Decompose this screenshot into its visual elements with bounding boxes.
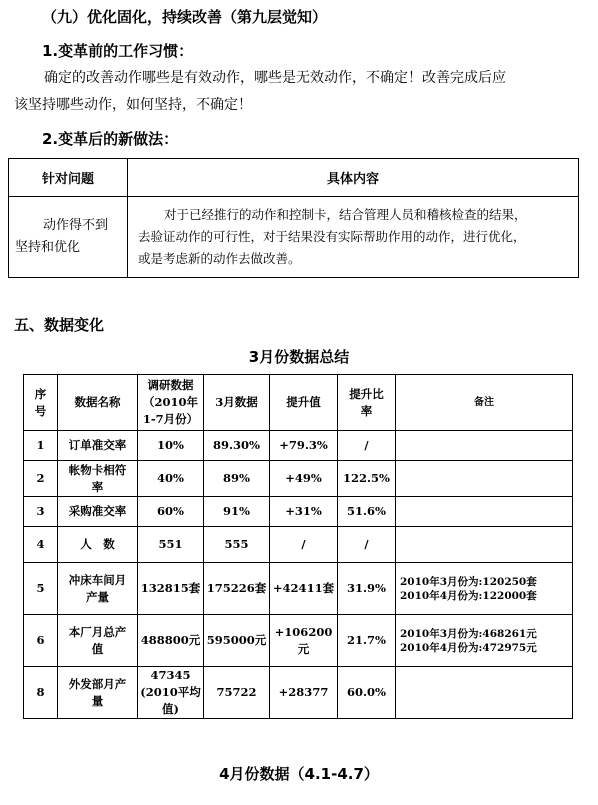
seq-cell: 1	[24, 431, 58, 461]
practice-table-header	[9, 159, 579, 197]
problem-line-1: 动作得不到	[43, 218, 109, 233]
name-cell: 冲床车间月 产量	[58, 563, 138, 615]
march-cell: 89%	[204, 461, 270, 497]
table-row	[24, 563, 573, 615]
content-line-3: 或是考虑新的动作去做改善。	[138, 251, 301, 266]
header-march: 3月数据	[204, 375, 270, 431]
march-table-header	[24, 375, 573, 431]
header-ratio: 提升比 率	[338, 375, 396, 431]
name-cell: 订单准交率	[58, 431, 138, 461]
header-content: 具体内容	[128, 159, 579, 197]
after-change-heading: 2.变革后的新做法：	[42, 130, 179, 148]
increase-cell: +42411套	[270, 563, 338, 615]
ratio-cell: 21.7%	[338, 615, 396, 667]
march-cell: 175226套	[204, 563, 270, 615]
march-cell: 75722	[204, 667, 270, 719]
content-line-2: 去验证动作的可行性，对于结果没有实际帮助作用的动作，进行优化，	[138, 229, 526, 244]
seq-cell: 3	[24, 497, 58, 527]
survey-cell: 488800元	[138, 615, 204, 667]
march-summary-title: 3月份数据总结	[248, 348, 350, 366]
note-cell: 2010年3月份为:468261元 2010年4月份为:472975元	[396, 615, 573, 667]
header-seq: 序 号	[24, 375, 58, 431]
note-cell	[396, 527, 573, 563]
seq-cell: 6	[24, 615, 58, 667]
before-change-heading: 1.变革前的工作习惯：	[42, 42, 194, 60]
data-change-title: 五、数据变化	[14, 316, 105, 334]
ratio-cell: 60.0%	[338, 667, 396, 719]
ratio-cell: 51.6%	[338, 497, 396, 527]
practice-table	[8, 158, 579, 278]
note-cell	[396, 667, 573, 719]
survey-cell: 10%	[138, 431, 204, 461]
before-change-line-1: 确定的改善动作哪些是有效动作，哪些是无效动作，不确定！改善完成后应	[44, 70, 506, 86]
march-cell: 91%	[204, 497, 270, 527]
table-row	[24, 497, 573, 527]
seq-cell: 4	[24, 527, 58, 563]
problem-cell	[9, 197, 128, 278]
ratio-cell: 122.5%	[338, 461, 396, 497]
table-row	[24, 431, 573, 461]
name-cell: 帐物卡相符 率	[58, 461, 138, 497]
header-increase: 提升值	[270, 375, 338, 431]
march-cell: 89.30%	[204, 431, 270, 461]
table-row	[24, 615, 573, 667]
note-cell	[396, 431, 573, 461]
name-cell: 本厂月总产 值	[58, 615, 138, 667]
ratio-cell: /	[338, 431, 396, 461]
note-cell	[396, 461, 573, 497]
before-change-line-2: 该坚持哪些动作，如何坚持，不确定！	[14, 97, 252, 113]
increase-cell: +79.3%	[270, 431, 338, 461]
survey-cell: 40%	[138, 461, 204, 497]
header-note: 备注	[396, 375, 573, 431]
survey-cell: 132815套	[138, 563, 204, 615]
survey-cell: 47345 (2010平均值)	[138, 667, 204, 719]
seq-cell: 2	[24, 461, 58, 497]
table-row	[24, 527, 573, 563]
section-title-optimize: （九）优化固化，持续改善（第九层觉知）	[42, 8, 328, 26]
increase-cell: +31%	[270, 497, 338, 527]
survey-cell: 60%	[138, 497, 204, 527]
increase-cell: +28377	[270, 667, 338, 719]
ratio-cell: /	[338, 527, 396, 563]
increase-cell: +49%	[270, 461, 338, 497]
practice-table-row	[9, 197, 579, 278]
increase-cell: /	[270, 527, 338, 563]
march-cell: 555	[204, 527, 270, 563]
april-data-title: 4月份数据（4.1-4.7）	[219, 765, 379, 783]
seq-cell: 8	[24, 667, 58, 719]
march-cell: 595000元	[204, 615, 270, 667]
survey-cell: 551	[138, 527, 204, 563]
header-problem: 针对问题	[9, 159, 128, 197]
increase-cell: +106200 元	[270, 615, 338, 667]
ratio-cell: 31.9%	[338, 563, 396, 615]
name-cell: 采购准交率	[58, 497, 138, 527]
table-row	[24, 667, 573, 719]
march-data-table	[23, 374, 573, 719]
name-cell: 人 数	[58, 527, 138, 563]
name-cell: 外发部月产 量	[58, 667, 138, 719]
note-cell	[396, 497, 573, 527]
content-cell	[128, 197, 579, 278]
seq-cell: 5	[24, 563, 58, 615]
note-cell: 2010年3月份为:120250套 2010年4月份为:122000套	[396, 563, 573, 615]
header-name: 数据名称	[58, 375, 138, 431]
content-line-1: 对于已经推行的动作和控制卡，结合管理人员和稽核检查的结果，	[164, 207, 527, 222]
problem-line-2: 坚持和优化	[15, 240, 81, 255]
header-survey: 调研数据 （2010年 1-7月份）	[138, 375, 204, 431]
table-row	[24, 461, 573, 497]
